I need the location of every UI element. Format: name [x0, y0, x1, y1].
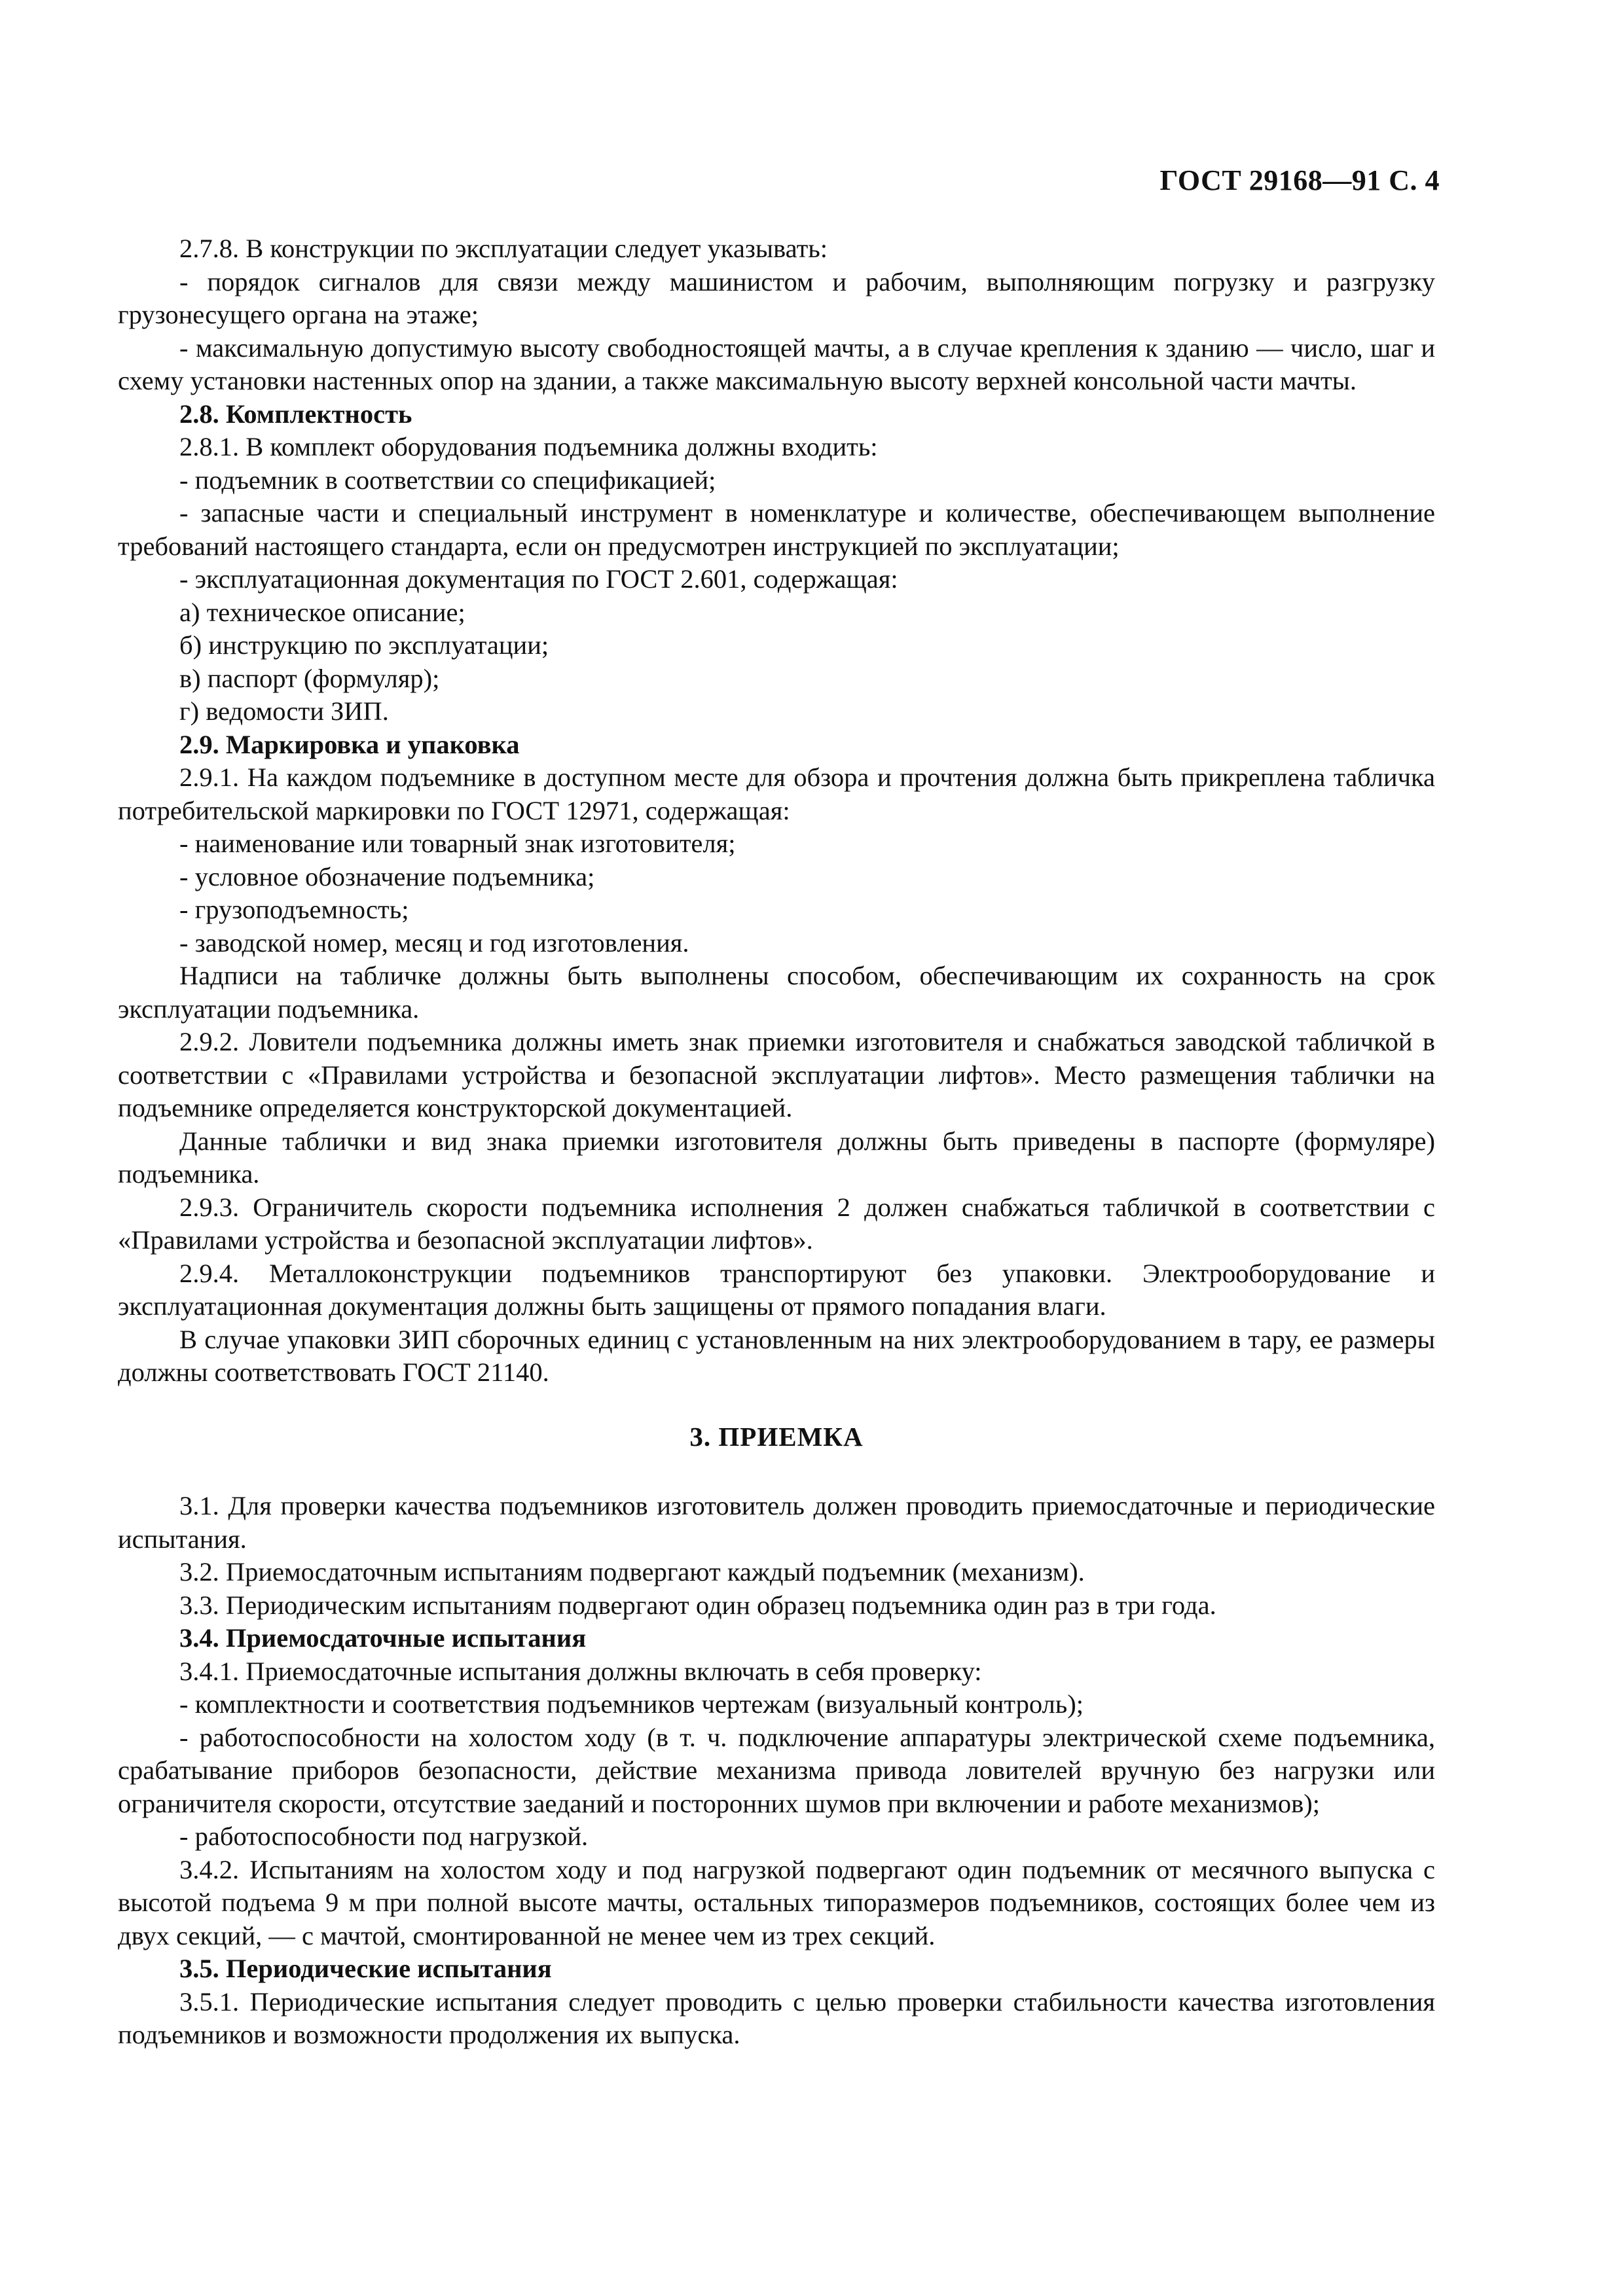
paragraph-2-9-2: 2.9.2. Ловители подъемника должны иметь знак приемки изготовителя и снабжаться заводской табличкой в соответствии с «Правилами устройства и безопасной эксплуатации лифтов». Место размещения таблички на подъемнике определяется конструкторской документацией.: [118, 1027, 1435, 1122]
list-item-lift-spec: - подъемник в соответствии со спецификацией;: [179, 465, 716, 495]
paragraph-2-9-3: 2.9.3. Ограничитель скорости подъемника исполнения 2 должен снабжаться табличкой в соответствии с «Правилами устройства и безопасной эксплуатации лифтов».: [118, 1192, 1435, 1255]
paragraph-3-4-2: 3.4.2. Испытаниям на холостом ходу и под нагрузкой подвергают один подъемник от месячного выпуска с высотой подъема 9 м при полной высоте мачты, остальных типоразмеров подъемников, состоящих более чем из двух секций, — с мачтой, смонтированной не менее чем из трех секций.: [118, 1854, 1435, 1950]
paragraph-2-9-1: 2.9.1. На каждом подъемнике в доступном месте для обзора и прочтения должна быть прикреплена табличка потребительской маркировки по ГОСТ 12971, содержащая:: [118, 762, 1435, 825]
paragraph-2-9-4: 2.9.4. Металлоконструкции подъемников транспортируют без упаковки. Электрооборудование и эксплуатационная документация должны быть защищены от прямого попадания влаги.: [118, 1258, 1435, 1321]
list-item-serial-number: - заводской номер, месяц и год изготовления.: [179, 927, 689, 958]
page-header: ГОСТ 29168—91 С. 4: [1159, 164, 1440, 196]
list-item-spare-parts: - запасные части и специальный инструмент в номенклатуре и количестве, обеспечивающем выполнение требований настоящего стандарта, если он предусмотрен инструкцией по эксплуатации;: [118, 498, 1435, 561]
paragraph-2-8-1: 2.8.1. В комплект оборудования подъемника должны входить:: [179, 432, 878, 461]
list-item-b: б) инструкцию по эксплуатации;: [179, 630, 549, 660]
list-item-signals-order: - порядок сигналов для связи между машинистом и рабочим, выполняющим погрузку и разгрузку грузонесущего органа на этаже;: [118, 266, 1435, 329]
document-body: [118, 232, 1435, 2052]
list-item-a: а) техническое описание;: [179, 597, 465, 627]
list-item-max-mast-height: - максимальную допустимую высоту свободностоящей мачты, а в случае крепления к зданию — число, шаг и схему установки настенных опор на здании, а также максимальную высоту верхней консольной части мачты.: [118, 332, 1435, 395]
section-heading-2-9: 2.9. Маркировка и упаковка: [179, 729, 520, 759]
paragraph-2-7-8: 2.7.8. В конструкции по эксплуатации следует указывать:: [179, 234, 828, 263]
list-item-v: в) паспорт (формуляр);: [179, 663, 440, 693]
chapter-heading-3: 3. ПРИЕМКА: [689, 1421, 864, 1452]
paragraph-3-3: 3.3. Периодическим испытаниям подвергают один образец подъемника один раз в три года.: [179, 1590, 1216, 1620]
paragraph-3-1: 3.1. Для проверки качества подъемников изготовитель должен проводить приемосдаточные и периодические испытания.: [118, 1491, 1435, 1554]
list-item-documentation: - эксплуатационная документация по ГОСТ 2.601, содержащая:: [179, 564, 898, 594]
paragraph-3-4-1: 3.4.1. Приемосдаточные испытания должны включать в себя проверку:: [179, 1656, 982, 1686]
paragraph-packaging: В случае упаковки ЗИП сборочных единиц с установленным на них электрооборудованием в тару, ее размеры должны соответствовать ГОСТ 21140.: [118, 1324, 1435, 1387]
section-heading-3-5: 3.5. Периодические испытания: [179, 1954, 552, 1983]
list-item-load-operation: - работоспособности под нагрузкой.: [179, 1821, 589, 1851]
list-item-completeness: - комплектности и соответствия подъемников чертежам (визуальный контроль);: [179, 1689, 1084, 1719]
list-item-designation: - условное обозначение подъемника;: [179, 861, 595, 891]
list-item-g: г) ведомости ЗИП.: [179, 696, 389, 726]
paragraph-plate-data: Данные таблички и вид знака приемки изготовителя должны быть приведены в паспорте (формуляре) подъемника.: [118, 1126, 1435, 1189]
section-heading-2-8: 2.8. Комплектность: [179, 399, 412, 429]
list-item-idle-operation: - работоспособности на холостом ходу (в т. ч. подключение аппаратуры электрической схеме подъемника, срабатывание приборов безопасности, действие механизма привода ловителей вручную без нагрузки или ограничителя скорости, отсутствие заеданий и посторонних шумов при включении и работе механизмов);: [118, 1722, 1435, 1818]
list-item-capacity: - грузоподъемность;: [179, 895, 409, 924]
paragraph-3-5-1: 3.5.1. Периодические испытания следует проводить с целью проверки стабильности качества изготовления подъемников и возможности продолжения их выпуска.: [118, 1986, 1435, 2049]
list-item-manufacturer: - наименование или товарный знак изготовителя;: [179, 829, 736, 858]
paragraph-3-2: 3.2. Приемосдаточным испытаниям подвергают каждый подъемник (механизм).: [179, 1557, 1085, 1587]
paragraph-plate-inscriptions: Надписи на табличке должны быть выполнены способом, обеспечивающим их сохранность на срок эксплуатации подъемника.: [118, 961, 1435, 1024]
section-heading-3-4: 3.4. Приемосдаточные испытания: [179, 1623, 587, 1653]
